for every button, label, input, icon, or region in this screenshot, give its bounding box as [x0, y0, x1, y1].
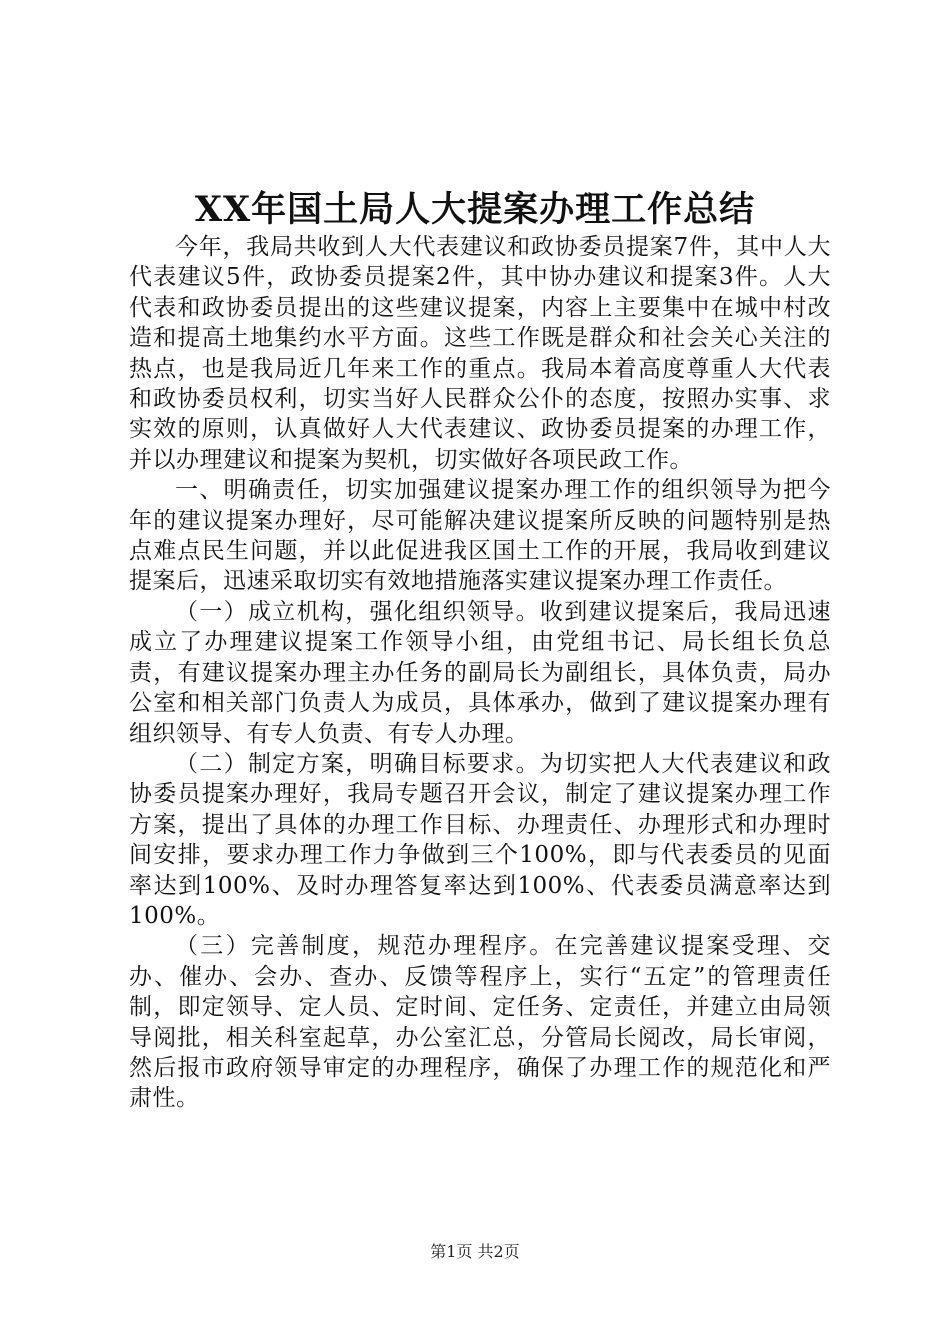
- paragraph-item-1: （一）成立机构，强化组织领导。收到建议提案后，我局迅速成立了办理建议提案工作领导小组，由党组书记、局长组长负总责，有建议提案办理主办任务的副局长为副组长，具体负责，局办公室和相关部门负责人为成员，具体承办，做到了建议提案办理有组织领导、有专人负责、有专人办理。: [129, 598, 831, 747]
- page-number-footer: 第1页 共2页: [430, 1242, 520, 1261]
- document-body: [129, 232, 831, 1114]
- document-title: XX年国土局人大提案办理工作总结: [194, 189, 756, 230]
- paragraph-intro: 今年，我局共收到人大代表建议和政协委员提案7件，其中人大代表建议5件，政协委员提案2件，其中协办建议和提案3件。人大代表和政协委员提出的这些建议提案，内容上主要集中在城中村改造和提高土地集约水平方面。这些工作既是群众和社会关心关注的热点，也是我局近几年来工作的重点。我局本着高度尊重人大代表和政协委员权利，切实当好人民群众公仆的态度，按照办实事、求实效的原则，认真做好人大代表建议、政协委员提案的办理工作，并以办理建议和提案为契机，切实做好各项民政工作。: [129, 234, 831, 473]
- paragraph-section-1: 一、明确责任，切实加强建议提案办理工作的组织领导为把今年的建议提案办理好，尽可能解决建议提案所反映的问题特别是热点难点民生问题，并以此促进我区国土工作的开展，我局收到建议提案后，迅速采取切实有效地措施落实建议提案办理工作责任。: [129, 477, 831, 595]
- paragraph-item-3: （三）完善制度，规范办理程序。在完善建议提案受理、交办、催办、会办、查办、反馈等程序上，实行“五定”的管理责任制，即定领导、定人员、定时间、定任务、定责任，并建立由局领导阅批，相关科室起草，办公室汇总，分管局长阅改，局长审阅，然后报市政府领导审定的办理程序，确保了办理工作的规范化和严肃性。: [129, 933, 831, 1112]
- paragraph-item-2: （二）制定方案，明确目标要求。为切实把人大代表建议和政协委员提案办理好，我局专题召开会议，制定了建议提案办理工作方案，提出了具体的办理工作目标、办理责任、办理形式和办理时间安排，要求办理工作力争做到三个100%，即与代表委员的见面率达到100%、及时办理答复率达到100%、代表委员满意率达到100%。: [129, 750, 831, 929]
